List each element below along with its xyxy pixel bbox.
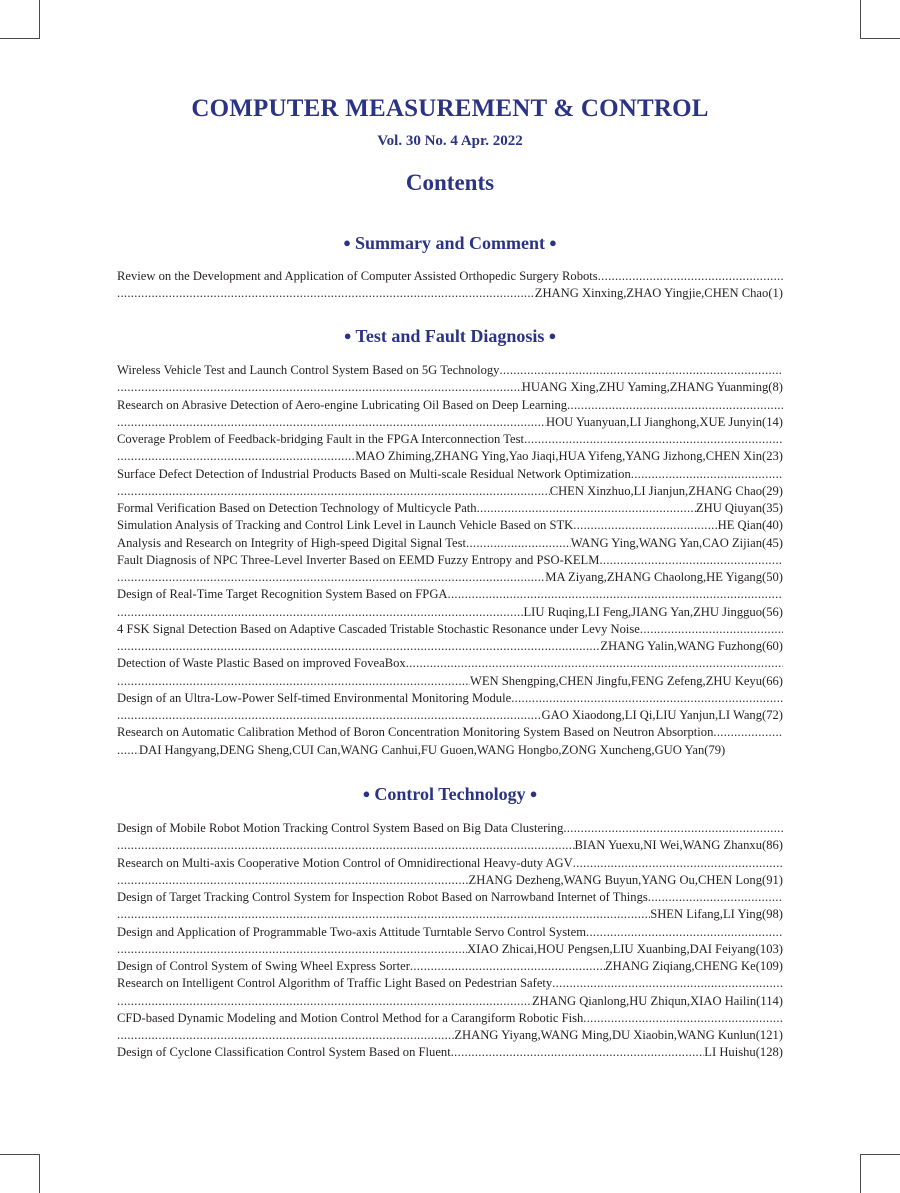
toc-entry[interactable]	[117, 855, 783, 872]
entry-title: Review on the Development and Application of Computer Assisted Orthopedic Surgery Robots	[117, 269, 598, 283]
leader-dots	[567, 397, 783, 414]
section-heading	[0, 782, 900, 808]
entry-authors: LI Huishu(128)	[704, 1045, 783, 1060]
crop-mark	[39, 1154, 40, 1193]
section-heading-label: Summary and Comment	[354, 233, 545, 253]
leader-dots	[448, 586, 783, 603]
entry-authors: GAO Xiaodong,LI Qi,LIU Yanjun,LI Wang(72)	[541, 708, 783, 722]
toc-entry-authors-line[interactable]	[117, 872, 783, 889]
leader-dots	[406, 655, 783, 672]
toc-entry-authors-line[interactable]	[117, 379, 783, 396]
leader-dots	[410, 958, 605, 975]
crop-mark	[0, 38, 39, 39]
leader-dots	[583, 1010, 783, 1027]
entry-authors: LIU Ruqing,LI Feng,JIANG Yan,ZHU Jingguo(56)	[523, 604, 783, 619]
leader-dots	[117, 673, 470, 690]
volume-info: Vol. 30 No. 4 Apr. 2022	[377, 133, 523, 149]
leader-dots	[117, 993, 532, 1010]
entry-authors: ZHU Qiuyan(35)	[695, 501, 783, 515]
leader-dots	[117, 638, 600, 655]
section-heading	[0, 231, 900, 257]
leader-dots	[552, 975, 783, 992]
entry-title: Design and Application of Programmable Two-axis Attitude Turntable Servo Control System	[117, 924, 587, 939]
toc-entry-authors-line[interactable]	[117, 569, 783, 586]
crop-mark	[860, 1154, 861, 1193]
bullet-icon: ●	[362, 786, 371, 801]
bullet-icon: ●	[529, 786, 538, 801]
entry-authors: ZHANG Xinxing,ZHAO Yingjie,CHEN Chao(1)	[534, 286, 783, 301]
entry-title: Design of Mobile Robot Motion Tracking Control System Based on Big Data Clustering	[117, 821, 564, 835]
leader-dots	[117, 742, 139, 759]
toc-entry-authors-line[interactable]	[117, 414, 783, 431]
toc-entry[interactable]	[117, 397, 783, 414]
leader-dots	[713, 724, 783, 741]
entry-title: Research on Multi-axis Cooperative Motion Control of Omnidirectional Heavy-duty AGV	[117, 855, 573, 870]
section-heading	[0, 324, 900, 350]
section-heading-label: Test and Fault Diagnosis	[355, 326, 545, 346]
leader-dots	[524, 431, 783, 448]
leader-dots	[648, 889, 783, 906]
leader-dots	[573, 855, 783, 872]
entry-authors: HUANG Xing,ZHU Yaming,ZHANG Yuanming(8)	[521, 380, 783, 395]
entry-authors: MA Ziyang,ZHANG Chaolong,HE Yigang(50)	[545, 570, 783, 584]
toc-entry[interactable]	[117, 535, 783, 552]
leader-dots	[117, 414, 546, 431]
toc-entry[interactable]	[117, 1044, 783, 1061]
leader-dots	[563, 820, 783, 837]
toc-entry-authors-line[interactable]	[117, 837, 783, 854]
entry-authors: DAI Hangyang,DENG Sheng,CUI Can,WANG Canhui,FU Guoen,WANG Hongbo,ZONG Xuncheng,GUO Yan(79)	[139, 742, 726, 757]
entry-authors: WEN Shengping,CHEN Jingfu,FENG Zefeng,ZHU Keyu(66)	[469, 673, 783, 688]
toc-entry[interactable]	[117, 1010, 783, 1027]
toc-entry[interactable]	[117, 690, 783, 707]
crop-mark	[861, 1154, 900, 1155]
leader-dots	[117, 1027, 454, 1044]
crop-mark	[860, 0, 861, 39]
leader-dots	[117, 872, 469, 889]
entry-title: Analysis and Research on Integrity of High-speed Digital Signal Test	[117, 535, 466, 550]
toc-entry[interactable]	[117, 975, 783, 992]
entry-title: Coverage Problem of Feedback-bridging Fault in the FPGA Interconnection Test	[117, 432, 525, 446]
toc-entry-authors-line[interactable]	[117, 941, 783, 958]
leader-dots	[117, 941, 467, 958]
entry-authors: HE Qian(40)	[717, 518, 783, 533]
entry-title: Wireless Vehicle Test and Launch Control System Based on 5G Technology	[117, 363, 500, 377]
toc-entry[interactable]	[117, 820, 783, 837]
leader-dots	[640, 621, 783, 638]
toc-entry-authors-line[interactable]	[117, 285, 783, 302]
entry-title: Formal Verification Based on Detection Technology of Multicycle Path	[117, 501, 477, 515]
entry-authors: SHEN Lifang,LI Ying(98)	[650, 907, 783, 922]
toc-entry[interactable]	[117, 268, 783, 285]
toc-entry[interactable]	[117, 724, 783, 741]
leader-dots	[511, 690, 783, 707]
toc-entry-authors-line[interactable]	[117, 906, 783, 923]
toc-entry[interactable]	[117, 466, 783, 483]
entry-title: Fault Diagnosis of NPC Three-Level Inverter Based on EEMD Fuzzy Entropy and PSO-KELM	[117, 552, 600, 567]
contents-title: Contents	[405, 170, 495, 195]
toc-entry[interactable]	[117, 552, 783, 569]
entry-title: Research on Intelligent Control Algorithm of Traffic Light Based on Pedestrian Safety	[117, 976, 553, 991]
entry-title: Design of an Ultra-Low-Power Self-timed Environmental Monitoring Module	[117, 690, 512, 705]
leader-dots	[117, 707, 542, 724]
leader-dots	[586, 924, 783, 941]
entry-authors: XIAO Zhicai,HOU Pengsen,LIU Xuanbing,DAI Feiyang(103)	[467, 941, 783, 956]
journal-title: COMPUTER MEASUREMENT & CONTROL	[191, 95, 709, 122]
leader-dots	[466, 535, 571, 552]
toc-entry[interactable]	[117, 924, 783, 941]
leader-dots	[451, 1044, 705, 1061]
section-heading-label: Control Technology	[374, 784, 526, 804]
entry-authors: ZHANG Dezheng,WANG Buyun,YANG Ou,CHEN Long(91)	[468, 872, 783, 887]
leader-dots	[117, 285, 535, 302]
entry-title: Detection of Waste Plastic Based on improved FoveaBox	[117, 656, 406, 671]
toc-entry[interactable]	[117, 362, 783, 379]
leader-dots	[598, 268, 783, 285]
toc-entry-authors-line[interactable]	[117, 1027, 783, 1044]
entry-title: Research on Abrasive Detection of Aero-engine Lubricating Oil Based on Deep Learning	[117, 397, 568, 412]
leader-dots	[117, 569, 545, 586]
bullet-icon: ●	[343, 235, 351, 250]
entry-title: Research on Automatic Calibration Method of Boron Concentration Monitoring System Based on Neutron Absorption	[117, 725, 714, 740]
entry-title: CFD-based Dynamic Modeling and Motion Control Method for a Carangiform Robotic Fish	[117, 1010, 584, 1025]
entry-authors: BIAN Yuexu,NI Wei,WANG Zhanxu(86)	[574, 838, 783, 853]
toc-entry-authors-line[interactable]	[117, 673, 783, 690]
entry-title: Design of Cyclone Classification Control System Based on Fluent	[117, 1045, 451, 1060]
leader-dots	[631, 466, 783, 483]
entry-title: Simulation Analysis of Tracking and Control Link Level in Launch Vehicle Based on STK	[117, 518, 574, 533]
toc-entry-authors-line[interactable]	[117, 742, 783, 759]
entry-authors: HOU Yuanyuan,LI Jianghong,XUE Junyin(14)	[545, 414, 783, 429]
toc-entry-authors-line[interactable]	[117, 707, 783, 724]
toc-entry[interactable]	[117, 958, 783, 975]
entry-title: Design of Target Tracking Control System for Inspection Robot Based on Narrowband Internet of Things	[117, 890, 648, 904]
leader-dots	[117, 448, 355, 465]
entry-title: 4 FSK Signal Detection Based on Adaptive Cascaded Tristable Stochastic Resonance under Levy Noise	[117, 621, 640, 636]
toc-entry-authors-line[interactable]	[117, 483, 783, 500]
crop-mark	[861, 38, 900, 39]
toc-entry-authors-line[interactable]	[117, 604, 783, 621]
entry-authors: WANG Ying,WANG Yan,CAO Zijian(45)	[570, 535, 783, 550]
entry-authors: ZHANG Qianlong,HU Zhiqun,XIAO Hailin(114)	[531, 993, 783, 1008]
leader-dots	[117, 906, 650, 923]
toc-entry-authors-line[interactable]	[117, 448, 783, 465]
toc-entry[interactable]	[117, 621, 783, 638]
leader-dots	[117, 379, 522, 396]
leader-dots	[117, 837, 575, 854]
leader-dots	[599, 552, 783, 569]
entry-title: Design of Control System of Swing Wheel Express Sorter	[117, 959, 410, 973]
entry-title: Design of Real-Time Target Recognition System Based on FPGA	[117, 587, 448, 602]
entry-authors: MAO Zhiming,ZHANG Ying,Yao Jiaqi,HUA Yifeng,YANG Jizhong,CHEN Xin(23)	[355, 449, 783, 464]
toc-entry-authors-line[interactable]	[117, 638, 783, 655]
crop-mark	[0, 1154, 39, 1155]
entry-authors: ZHANG Ziqiang,CHENG Ke(109)	[604, 959, 783, 973]
toc-entry[interactable]	[117, 889, 783, 906]
bullet-icon: ●	[549, 235, 557, 250]
entry-authors: ZHANG Yalin,WANG Fuzhong(60)	[600, 639, 783, 653]
crop-mark	[39, 0, 40, 39]
toc-entry[interactable]	[117, 431, 783, 448]
toc-entry[interactable]	[117, 655, 783, 672]
entry-authors: ZHANG Yiyang,WANG Ming,DU Xiaobin,WANG Kunlun(121)	[454, 1028, 783, 1042]
entry-authors: CHEN Xinzhuo,LI Jianjun,ZHANG Chao(29)	[549, 483, 783, 498]
toc-entry-authors-line[interactable]	[117, 993, 783, 1010]
leader-dots	[117, 604, 523, 621]
leader-dots	[573, 517, 717, 534]
toc-entry[interactable]	[117, 586, 783, 603]
toc-entry[interactable]	[117, 500, 783, 517]
bullet-icon: ●	[548, 328, 557, 343]
leader-dots	[117, 483, 550, 500]
toc-entry[interactable]	[117, 517, 783, 534]
bullet-icon: ●	[343, 328, 352, 343]
entry-title: Surface Defect Detection of Industrial Products Based on Multi-scale Residual Network Optimization	[117, 466, 631, 481]
leader-dots	[477, 500, 696, 517]
leader-dots	[499, 362, 783, 379]
